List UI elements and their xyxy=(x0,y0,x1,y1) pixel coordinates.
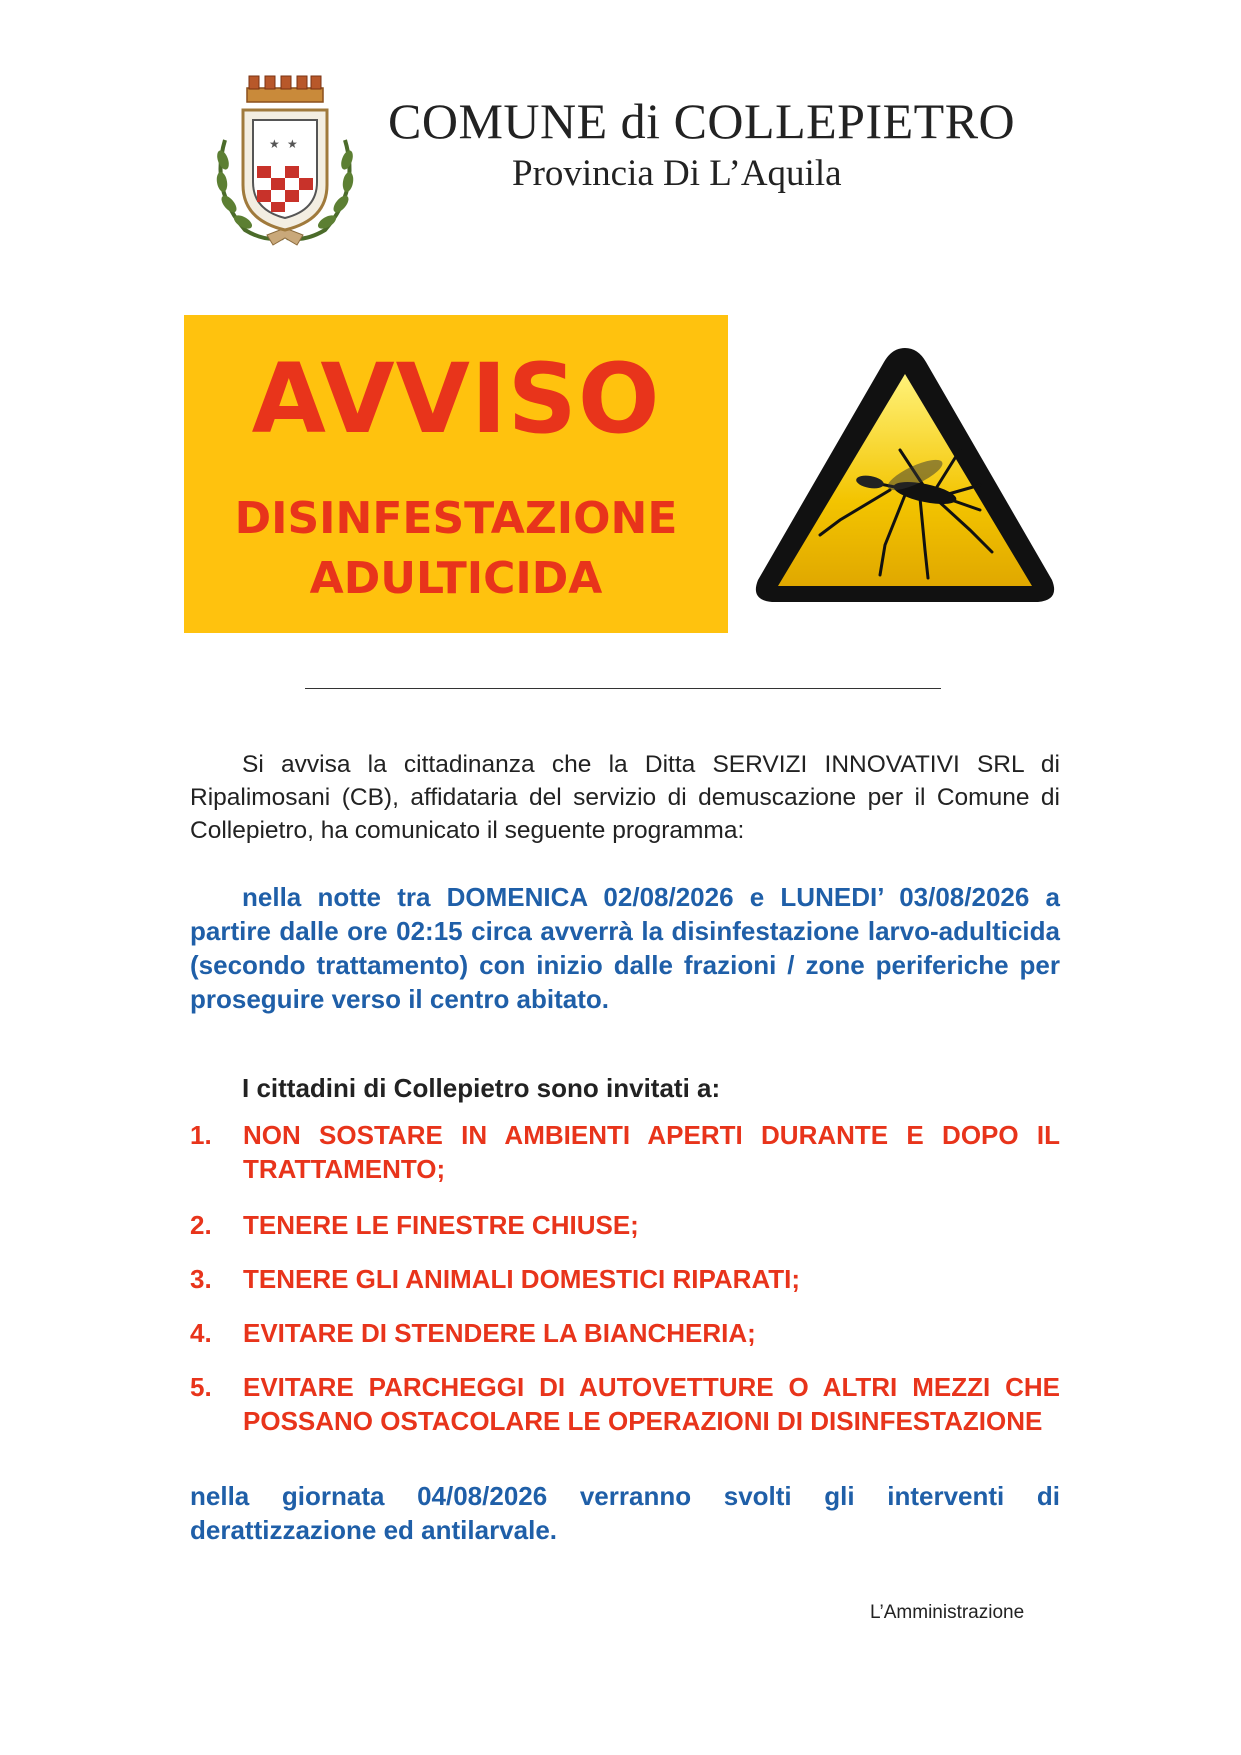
list-item-text: EVITARE PARCHEGGI DI AUTOVETTURE O ALTRI MEZZI CHE POSSANO OSTACOLARE LE OPERAZIONI DI DISINFESTAZIONE xyxy=(243,1372,1060,1436)
list-item-number: 3. xyxy=(190,1264,212,1294)
list-item-number: 1. xyxy=(190,1120,212,1150)
list-item xyxy=(190,1118,1060,1186)
avviso-banner xyxy=(184,315,728,633)
list-item xyxy=(190,1316,1060,1350)
divider xyxy=(305,688,941,689)
list-item-text: NON SOSTARE IN AMBIENTI APERTI DURANTE E DOPO IL TRATTAMENTO; xyxy=(243,1120,1060,1184)
list-item xyxy=(190,1208,1060,1242)
schedule-paragraph: nella notte tra DOMENICA 02/08/2026 e LUNEDI’ 03/08/2026 a partire dalle ore 02:15 circa avverrà la disinfestazione larvo-adulticida (secondo trattamento) con inizio dalle frazioni / zone periferiche per proseguire verso il centro abitato. xyxy=(190,882,1060,1014)
list-item-text: TENERE GLI ANIMALI DOMESTICI RIPARATI; xyxy=(243,1264,801,1294)
intro-paragraph: Si avvisa la cittadinanza che la Ditta SERVIZI INNOVATIVI SRL di Ripalimosani (CB), affidataria del servizio di demuscazione per il Comune di Collepietro, ha comunicato il seguente programma: xyxy=(190,751,1060,844)
final-paragraph: nella giornata 04/08/2026 verranno svolti gli interventi di derattizzazione ed antilarvale. xyxy=(190,1481,1060,1545)
list-item-number: 4. xyxy=(190,1318,212,1348)
page-subtitle: Provincia Di L’Aquila xyxy=(512,153,842,194)
mosquito-warning-icon xyxy=(740,330,1070,620)
list-item xyxy=(190,1262,1060,1296)
list-item-text: TENERE LE FINESTRE CHIUSE; xyxy=(243,1210,639,1240)
banner-line-1: DISINFESTAZIONE xyxy=(234,493,678,544)
svg-text:★: ★ xyxy=(269,137,280,151)
page-title: COMUNE di COLLEPIETRO xyxy=(388,93,1016,149)
banner-line-2: ADULTICIDA xyxy=(309,553,603,604)
signature: L’Amministrazione xyxy=(870,1602,1025,1623)
list-item-number: 5. xyxy=(190,1372,212,1402)
banner-headline: AVVISO xyxy=(251,343,661,455)
invite-heading: I cittadini di Collepietro sono invitati a: xyxy=(242,1073,721,1103)
list-item-number: 2. xyxy=(190,1210,212,1240)
svg-text:★: ★ xyxy=(287,137,298,151)
list-item-text: EVITARE DI STENDERE LA BIANCHERIA; xyxy=(243,1318,756,1348)
list-item xyxy=(190,1370,1060,1438)
municipal-crest-icon xyxy=(205,70,365,250)
